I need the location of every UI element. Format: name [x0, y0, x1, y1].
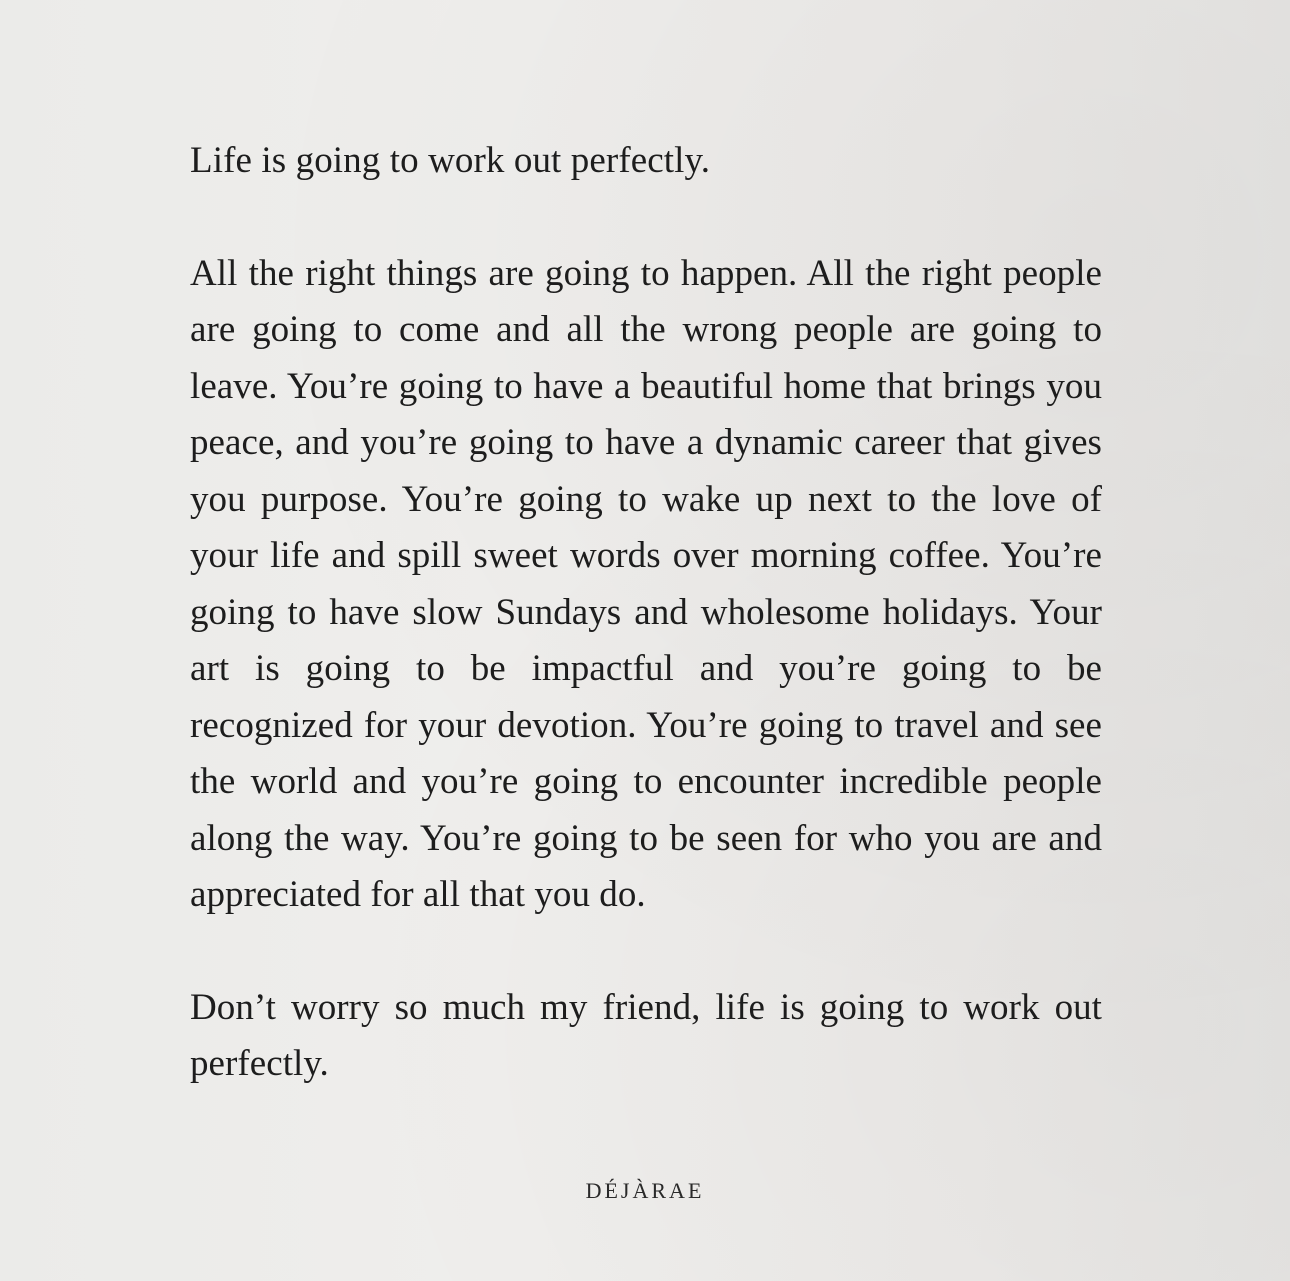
author-name: DÉJÀRAE — [585, 1178, 705, 1203]
body-paragraph: All the right things are going to happen. All the right people are going to come and all the wrong people are going to leave. You’re going to have a beautiful home that brings you peace, and you’re going to have a dynamic career that gives you purpose. You’re going to wake up next to the love of your life and spill sweet words over morning coffee. You’re going to have slow Sundays and wholesome holidays. Your art is going to be impactful and you’re going to be recognized for your devotion. You’re going to travel and see the world and you’re going to encounter incredible people along the way. You’re going to be seen for who you are and appreciated for all that you do. — [190, 252, 1102, 915]
poem-text — [190, 133, 1102, 1093]
closing-paragraph: Don’t worry so much my friend, life is going to work out perfectly. — [190, 986, 1102, 1084]
opening-line: Life is going to work out perfectly. — [190, 140, 711, 181]
